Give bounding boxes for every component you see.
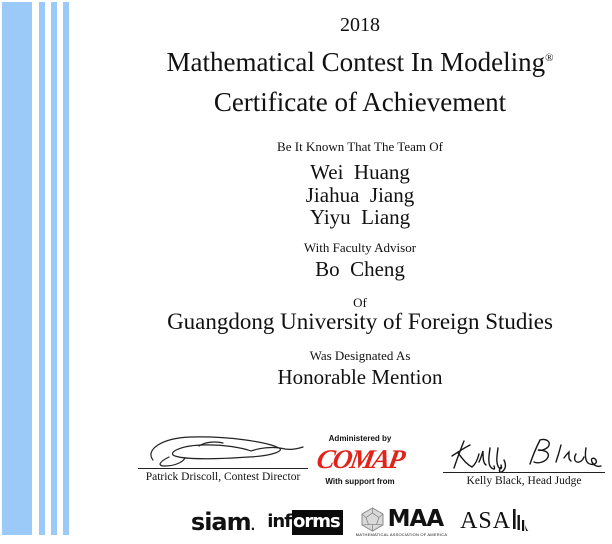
siam-logo-text: siam bbox=[190, 508, 251, 536]
siam-logo bbox=[191, 510, 254, 534]
support-from-label: With support from bbox=[325, 477, 395, 486]
asa-bars-icon bbox=[513, 509, 529, 535]
comap-logo: COMAP bbox=[314, 444, 406, 474]
subtitle-text: Certificate of Achievement bbox=[213, 87, 507, 117]
team-member-name: Wei Huang bbox=[310, 160, 410, 184]
blue-stripe-1 bbox=[39, 2, 45, 535]
team-intro-text: Be It Known That The Team Of bbox=[277, 139, 443, 154]
head-judge-signature-icon bbox=[446, 436, 602, 472]
certificate-title bbox=[108, 47, 612, 78]
title-text: Mathematical Contest In Modeling bbox=[166, 47, 546, 77]
designation-intro-text: Was Designated As bbox=[309, 348, 411, 363]
asa-logo bbox=[460, 509, 529, 535]
institution-name: Guangdong University of Foreign Studies bbox=[167, 309, 553, 334]
team-member-name: Yiyu Liang bbox=[309, 205, 411, 229]
contest-director-signature-block bbox=[138, 432, 308, 483]
head-judge-label: Kelly Black, Head Judge bbox=[466, 475, 582, 487]
advisor-name: Bo Cheng bbox=[315, 257, 405, 281]
asa-logo-text: ASA bbox=[460, 508, 512, 534]
advisor-intro-text: With Faculty Advisor bbox=[303, 240, 417, 255]
designation-text: Honorable Mention bbox=[277, 365, 443, 389]
administered-by-label: Administered by bbox=[328, 434, 392, 443]
sponsor-logos-row bbox=[108, 507, 612, 537]
blue-stripe-3 bbox=[63, 2, 69, 535]
year-text: 2018 bbox=[340, 14, 380, 36]
comap-block bbox=[295, 434, 425, 486]
contest-director-label: Patrick Driscoll, Contest Director bbox=[145, 471, 301, 483]
blue-stripe-2 bbox=[51, 2, 57, 535]
informs-prefix-text: inf bbox=[267, 511, 292, 532]
maa-caption: MATHEMATICAL ASSOCIATION OF AMERICA bbox=[355, 532, 448, 537]
informs-logo bbox=[267, 510, 343, 535]
maa-logo-text: MAA bbox=[387, 506, 444, 532]
siam-logo-dot: . bbox=[250, 519, 255, 533]
blue-bar bbox=[2, 2, 32, 535]
maa-logo bbox=[356, 507, 447, 537]
team-member-name: Jiahua Jiang bbox=[305, 183, 415, 207]
maa-polyhedron-icon bbox=[360, 507, 385, 532]
registered-mark: ® bbox=[545, 52, 554, 64]
informs-boxed-text: orms bbox=[292, 510, 343, 535]
signature-line bbox=[138, 468, 308, 469]
head-judge-signature-block bbox=[443, 436, 605, 487]
contest-director-signature-icon bbox=[139, 432, 307, 468]
of-label: Of bbox=[353, 295, 367, 310]
signature-line bbox=[443, 472, 605, 473]
